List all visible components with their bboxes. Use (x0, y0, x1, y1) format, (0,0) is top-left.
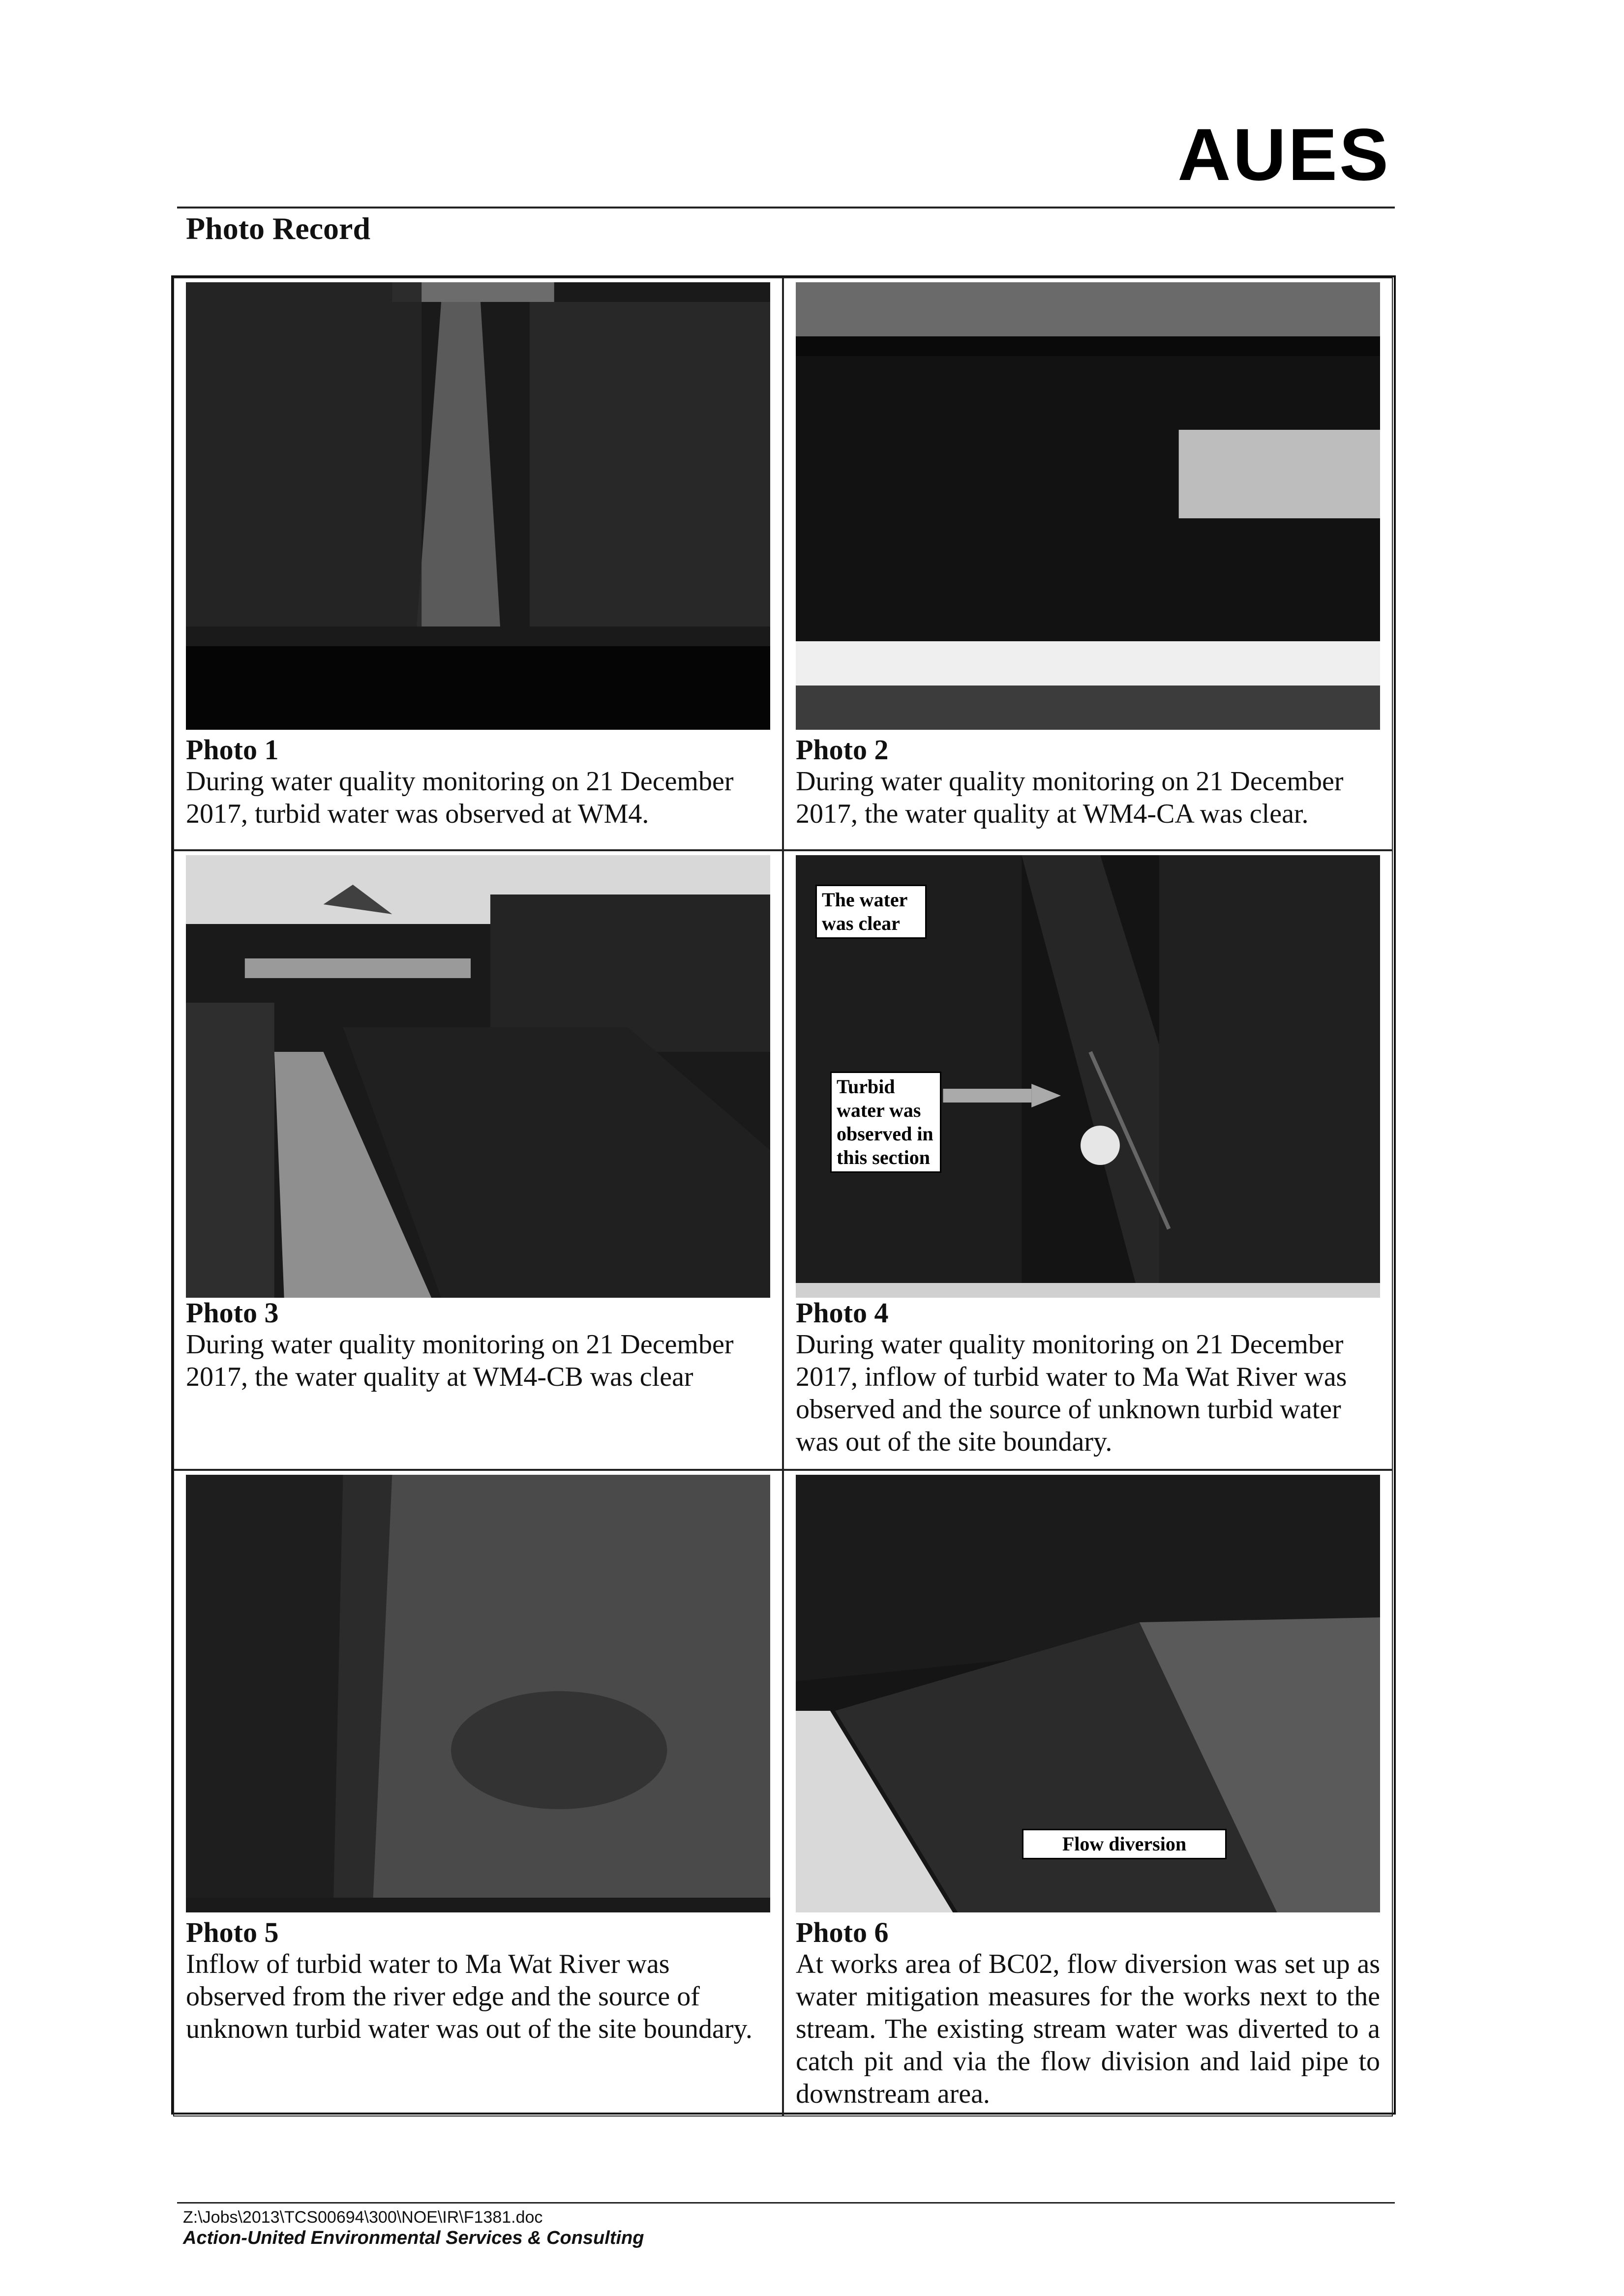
header-divider (177, 207, 1395, 209)
photo-5-image (186, 1475, 770, 1912)
photo-4-turbid-water-label: Turbid water was observed in this section (830, 1072, 941, 1173)
photo-2-image (796, 282, 1380, 730)
photo-3-image (186, 855, 770, 1298)
photo-cell-6 (783, 1470, 1393, 2117)
photo-3-caption: During water quality monitoring on 21 December 2017, the water quality at WM4-CB was clear (186, 1329, 734, 1392)
photo-6-title: Photo 6 (796, 1916, 889, 1948)
footer-divider (177, 2202, 1395, 2204)
photo-cell-4 (783, 850, 1393, 1470)
photo-1-image (186, 282, 770, 730)
photo-cell-2 (783, 277, 1393, 850)
photo-6-image (796, 1475, 1380, 1912)
photo-cell-1 (173, 277, 783, 850)
photo-4-caption: During water quality monitoring on 21 December 2017, inflow of turbid water to Ma Wat River was observed and the source of unknown turbid water was out of the site boundary. (796, 1329, 1347, 1457)
photo-6-flow-diversion-label: Flow diversion (1022, 1829, 1227, 1859)
footer-company-name: Action-United Environmental Services & Consulting (183, 2228, 644, 2248)
photo-4-image (796, 855, 1380, 1298)
photo-6-caption: At works area of BC02, flow diversion was set up as water mitigation measures for the works next to the stream. The existing stream water was diverted to a catch pit and via the flow division and laid pipe to downstream area. (796, 1949, 1380, 2109)
photo-2-title: Photo 2 (796, 734, 889, 766)
photo-cell-3 (173, 850, 783, 1470)
photo-5-title: Photo 5 (186, 1916, 279, 1948)
company-logo: AUES (1177, 113, 1390, 196)
photo-1-title: Photo 1 (186, 734, 279, 766)
photo-grid (171, 275, 1396, 2115)
footer-file-path: Z:\Jobs\2013\TCS00694\300\NOE\IR\F1381.doc (183, 2208, 543, 2227)
photo-4-title: Photo 4 (796, 1297, 889, 1329)
photo-4-clear-water-label: The water was clear (815, 885, 927, 939)
photo-5-caption: Inflow of turbid water to Ma Wat River was observed from the river edge and the source of unknown turbid water was out of the site boundary. (186, 1949, 752, 2044)
photo-3-title: Photo 3 (186, 1297, 279, 1329)
photo-2-caption: During water quality monitoring on 21 December 2017, the water quality at WM4-CA was clear. (796, 766, 1344, 829)
photo-cell-5 (173, 1470, 783, 2117)
photo-1-caption: During water quality monitoring on 21 December 2017, turbid water was observed at WM4. (186, 766, 734, 829)
section-title: Photo Record (186, 211, 371, 246)
